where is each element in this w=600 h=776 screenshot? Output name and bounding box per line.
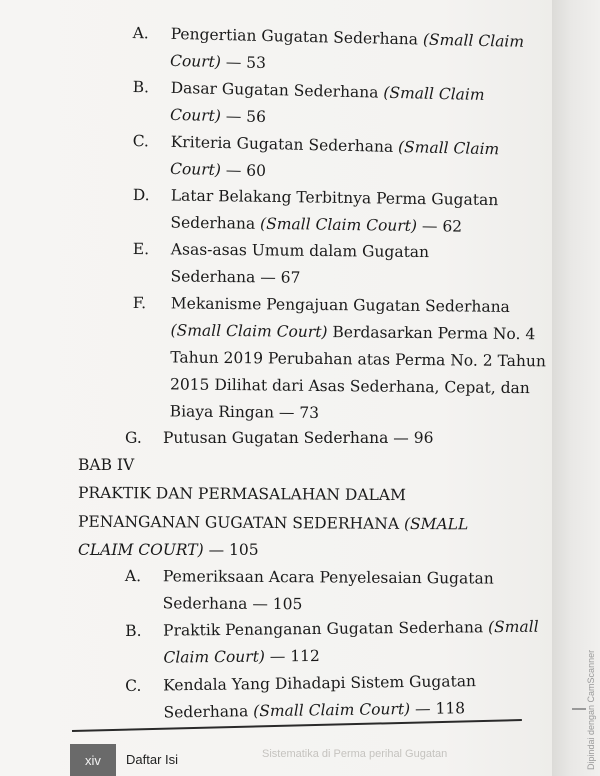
bleed-through-text: Sistematika di Perma perihal Gugatan xyxy=(262,748,448,760)
toc-text-main: Dasar Gugatan Sederhana xyxy=(170,78,384,102)
toc-text xyxy=(163,425,433,452)
toc-text-main: Mekanisme Pengajuan Gugatan Sederhana xyxy=(170,294,510,316)
chapter-title-text: PENANGANAN GUGATAN SEDERHANA xyxy=(77,512,405,533)
toc-page-ref: — 53 xyxy=(220,53,267,73)
toc-text-main: Asas-asas Umum dalam Gugatan xyxy=(170,240,430,262)
margin-mark xyxy=(572,708,586,710)
page-number-tab: xiv xyxy=(70,744,116,776)
toc-letter: G. xyxy=(125,429,142,447)
toc-page-ref: Biaya Ringan — 73 xyxy=(169,402,320,422)
chapter-label: BAB IV xyxy=(78,456,135,474)
toc-letter: C. xyxy=(132,131,150,151)
toc-text-italic: (Small Claim xyxy=(383,83,485,104)
toc-text-italic: Court) xyxy=(169,105,222,126)
toc-letter: E. xyxy=(132,239,150,259)
toc-page-ref: — 56 xyxy=(220,107,267,127)
chapter-page-ref: — 105 xyxy=(203,541,259,559)
toc-text-main: Latar Belakang Terbitnya Perma Gugatan xyxy=(170,186,499,210)
toc-text-main: Praktik Penanganan Gugatan Sederhana xyxy=(163,618,489,640)
toc-letter: D. xyxy=(132,185,150,205)
scanner-watermark xyxy=(586,640,598,770)
toc-text-main: Tahun 2019 Perubahan atas Perma No. 2 Tahun xyxy=(170,348,546,371)
toc-text xyxy=(170,290,547,429)
toc-text xyxy=(170,183,498,242)
toc-page-ref: — 118 xyxy=(410,699,466,719)
toc-page-ref: Sederhana — 67 xyxy=(170,267,301,287)
toc-text-italic: (Small Claim Court) xyxy=(170,321,328,342)
toc-letter: B. xyxy=(125,621,142,640)
toc-text xyxy=(170,21,525,83)
watermark-text: Dipindai dengan CamScanner xyxy=(586,649,596,770)
toc-text-italic: (Small Claim Court) xyxy=(259,214,418,235)
toc-text-main: Kendala Yang Dihadapi Sistem Gugatan xyxy=(163,672,477,695)
toc-page-ref: — 62 xyxy=(416,216,463,236)
chapter-title-line1: PRAKTIK DAN PERMASALAHAN DALAM xyxy=(77,483,406,505)
toc-letter: C. xyxy=(125,676,142,695)
toc-text-italic: (Small Claim xyxy=(397,138,500,159)
chapter-title-italic: CLAIM COURT) xyxy=(78,541,204,559)
toc-text-italic: Court) xyxy=(169,159,222,180)
toc-text-main: Pengertian Gugatan Sederhana xyxy=(170,24,424,49)
toc-text-italic: (Small Claim xyxy=(422,30,525,51)
toc-letter: A. xyxy=(124,566,142,586)
toc-text-main: Sederhana xyxy=(170,213,261,233)
toc-text-italic: Court) xyxy=(169,51,222,72)
toc-page-ref: — 112 xyxy=(264,646,320,666)
toc-letter: B. xyxy=(132,77,150,97)
toc-page-ref: Sederhana — 105 xyxy=(162,594,303,614)
toc-text-italic: Claim Court) xyxy=(163,647,266,667)
toc-text xyxy=(163,614,539,672)
toc-text xyxy=(170,75,485,136)
chapter-title-line3 xyxy=(78,537,259,564)
chapter-title-line2 xyxy=(78,509,468,539)
chapter-title-italic: (SMALL xyxy=(403,514,469,534)
toc-text-italic: (Small Claim Court) xyxy=(253,700,411,721)
toc-text xyxy=(163,563,494,619)
toc-text xyxy=(170,129,500,190)
toc-text-main: Kriteria Gugatan Sederhana xyxy=(170,132,399,157)
toc-text-main: 2015 Dilihat dari Asas Sederhana, Cepat, dan xyxy=(169,375,530,398)
toc-page-ref: — 60 xyxy=(220,161,267,181)
toc-text xyxy=(170,236,429,293)
toc-text-main: Sederhana xyxy=(163,702,254,722)
toc-text xyxy=(163,668,477,726)
toc-text-italic: (Small xyxy=(487,617,539,637)
toc-text-main: Berdasarkan Perma No. 4 xyxy=(327,323,536,344)
toc-letter: F. xyxy=(132,293,147,313)
toc-text-main: Pemeriksaan Acara Penyelesaian Gugatan xyxy=(162,567,494,588)
footer-section-label: Daftar Isi xyxy=(126,752,179,767)
toc-letter: A. xyxy=(132,23,150,43)
toc-page-ref: Putusan Gugatan Sederhana — 96 xyxy=(163,429,434,447)
